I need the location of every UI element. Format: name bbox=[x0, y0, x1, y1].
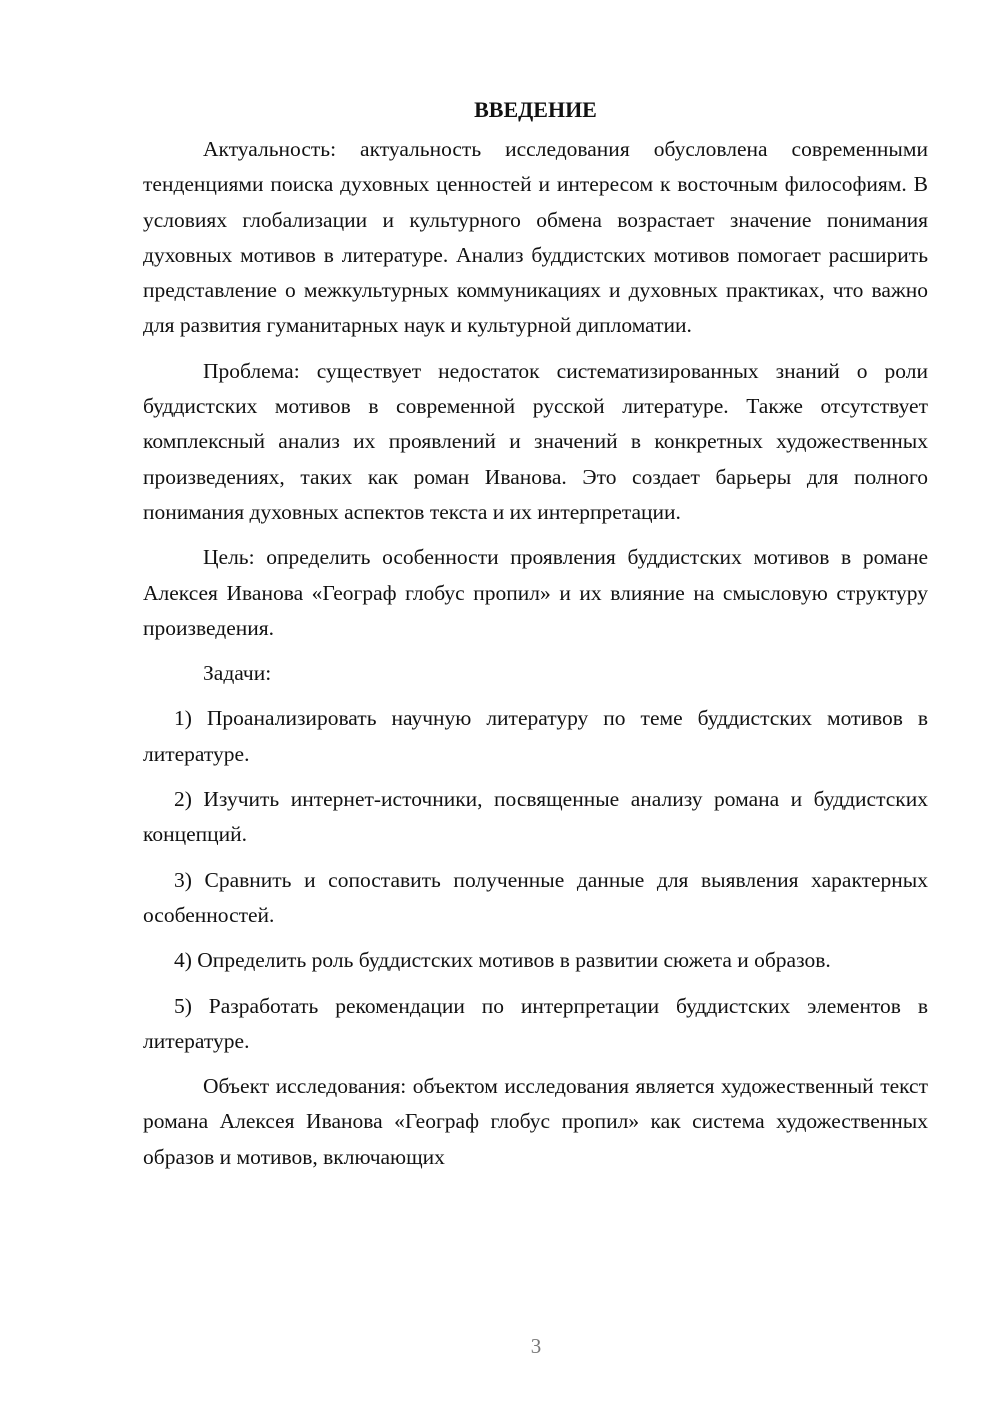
problem-paragraph: Проблема: существует недостаток систематизированных знаний о роли буддистских мотивов в современной русской литературе. Также отсутствует комплексный анализ их проявлений и значений в конкретных художественных произведениях, таких как роман Иванова. Это создает барьеры для полного понимания духовных аспектов текста и их интерпретации. bbox=[143, 358, 928, 524]
task-item-4: 4) Определить роль буддистских мотивов в развитии сюжета и образов. bbox=[174, 948, 831, 973]
page-content bbox=[143, 92, 928, 1175]
task-item-1: 1) Проанализировать научную литературу по теме буддистских мотивов в литературе. bbox=[143, 706, 928, 766]
task-item-2: 2) Изучить интернет-источники, посвященные анализу романа и буддистских концепций. bbox=[143, 787, 928, 847]
tasks-label: Задачи: bbox=[203, 661, 272, 686]
section-heading: ВВЕДЕНИЕ bbox=[474, 97, 597, 122]
relevance-paragraph: Актуальность: актуальность исследования обусловлена современными тенденциями поиска духовных ценностей и интересом к восточным философиям. В условиях глобализации и культурного обмена возрастает значение понимания духовных мотивов в литературе. Анализ буддистских мотивов помогает расширить представление о межкультурных коммуникациях и духовных практиках, что важно для развития гуманитарных наук и культурной дипломатии. bbox=[143, 137, 928, 338]
task-item-3: 3) Сравнить и сопоставить полученные данные для выявления характерных особенностей. bbox=[143, 867, 928, 927]
object-paragraph: Объект исследования: объектом исследования является художественный текст романа Алексея Иванова «Географ глобус пропил» как система художественных образов и мотивов, включающих bbox=[143, 1074, 928, 1169]
tasks-list bbox=[143, 701, 928, 1059]
goal-paragraph: Цель: определить особенности проявления буддистских мотивов в романе Алексея Иванова «Географ глобус пропил» и их влияние на смысловую структуру произведения. bbox=[143, 545, 928, 640]
page-number: 3 bbox=[530, 1334, 542, 1358]
task-item-5: 5) Разработать рекомендации по интерпретации буддистских элементов в литературе. bbox=[143, 993, 928, 1053]
